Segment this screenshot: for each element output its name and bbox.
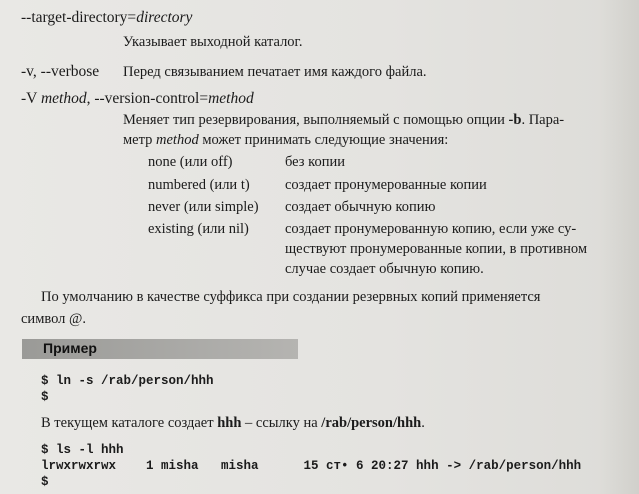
flag-text: , --version-control=	[86, 90, 209, 107]
page-edge-shadow	[599, 0, 639, 494]
desc-bold: -b	[508, 112, 522, 128]
desc-text: . Пара-	[521, 112, 565, 128]
value-key-numbered: numbered (или t)	[148, 177, 250, 193]
desc-text: Меняет тип резервирования, выполняемый с помощью опции	[123, 112, 509, 128]
value-desc-existing-1: создает пронумерованную копию, если уже су-	[285, 221, 577, 237]
flag-text: --target-directory=	[21, 9, 137, 26]
value-key-existing: existing (или nil)	[148, 221, 249, 237]
flag-arg: method	[40, 90, 87, 107]
value-key-none: none (или off)	[148, 154, 233, 170]
value-desc-numbered: создает пронумерованные копии	[285, 177, 487, 193]
explanation-line	[41, 413, 425, 433]
option-version-control-flag	[21, 89, 254, 109]
code-line: $ ln -s /rab/person/hhh	[41, 374, 214, 388]
code-line: $ ls -l hhh	[41, 443, 124, 457]
paragraph-line-2: символ @.	[21, 311, 87, 327]
code-line: $	[41, 390, 49, 404]
value-desc-existing-3: случае создает обычную копию.	[285, 261, 484, 277]
option-version-control-desc-2	[123, 130, 448, 150]
value-desc-never: создает обычную копию	[285, 199, 436, 215]
option-verbose-desc: Перед связыванием печатает имя каждого файла.	[123, 64, 427, 80]
flag-text: -V	[21, 90, 41, 107]
explanation-bold: /rab/person/hhh	[321, 415, 422, 431]
option-verbose-flag: -v, --verbose	[21, 63, 100, 80]
option-target-directory-flag	[21, 8, 192, 28]
desc-text: может принимать следующие значения:	[198, 132, 449, 148]
example-title: Пример	[43, 340, 97, 356]
explanation-bold: hhh	[217, 415, 242, 431]
value-key-never: never (или simple)	[148, 199, 259, 215]
explanation-text: – ссылку на	[241, 415, 322, 431]
value-desc-none: без копии	[285, 154, 345, 170]
flag-arg: method	[208, 90, 254, 107]
explanation-text: .	[421, 415, 425, 431]
paragraph-line-1: По умолчанию в качестве суффикса при создании резервных копий применяется	[41, 289, 541, 305]
desc-italic: method	[156, 132, 199, 148]
option-target-directory-desc: Указывает выходной каталог.	[123, 34, 303, 50]
explanation-text: В текущем каталоге создает	[41, 415, 218, 431]
value-desc-existing-2: ществуют пронумерованные копии, в противном	[285, 241, 588, 257]
option-version-control-desc-1	[123, 110, 564, 130]
desc-text: метр	[123, 132, 157, 148]
code-line: lrwxrwxrwx 1 misha misha 15 cт• 6 20:27 hhh -> /rab/person/hhh	[41, 459, 582, 473]
code-line: $	[41, 475, 49, 489]
flag-arg: directory	[136, 9, 193, 26]
